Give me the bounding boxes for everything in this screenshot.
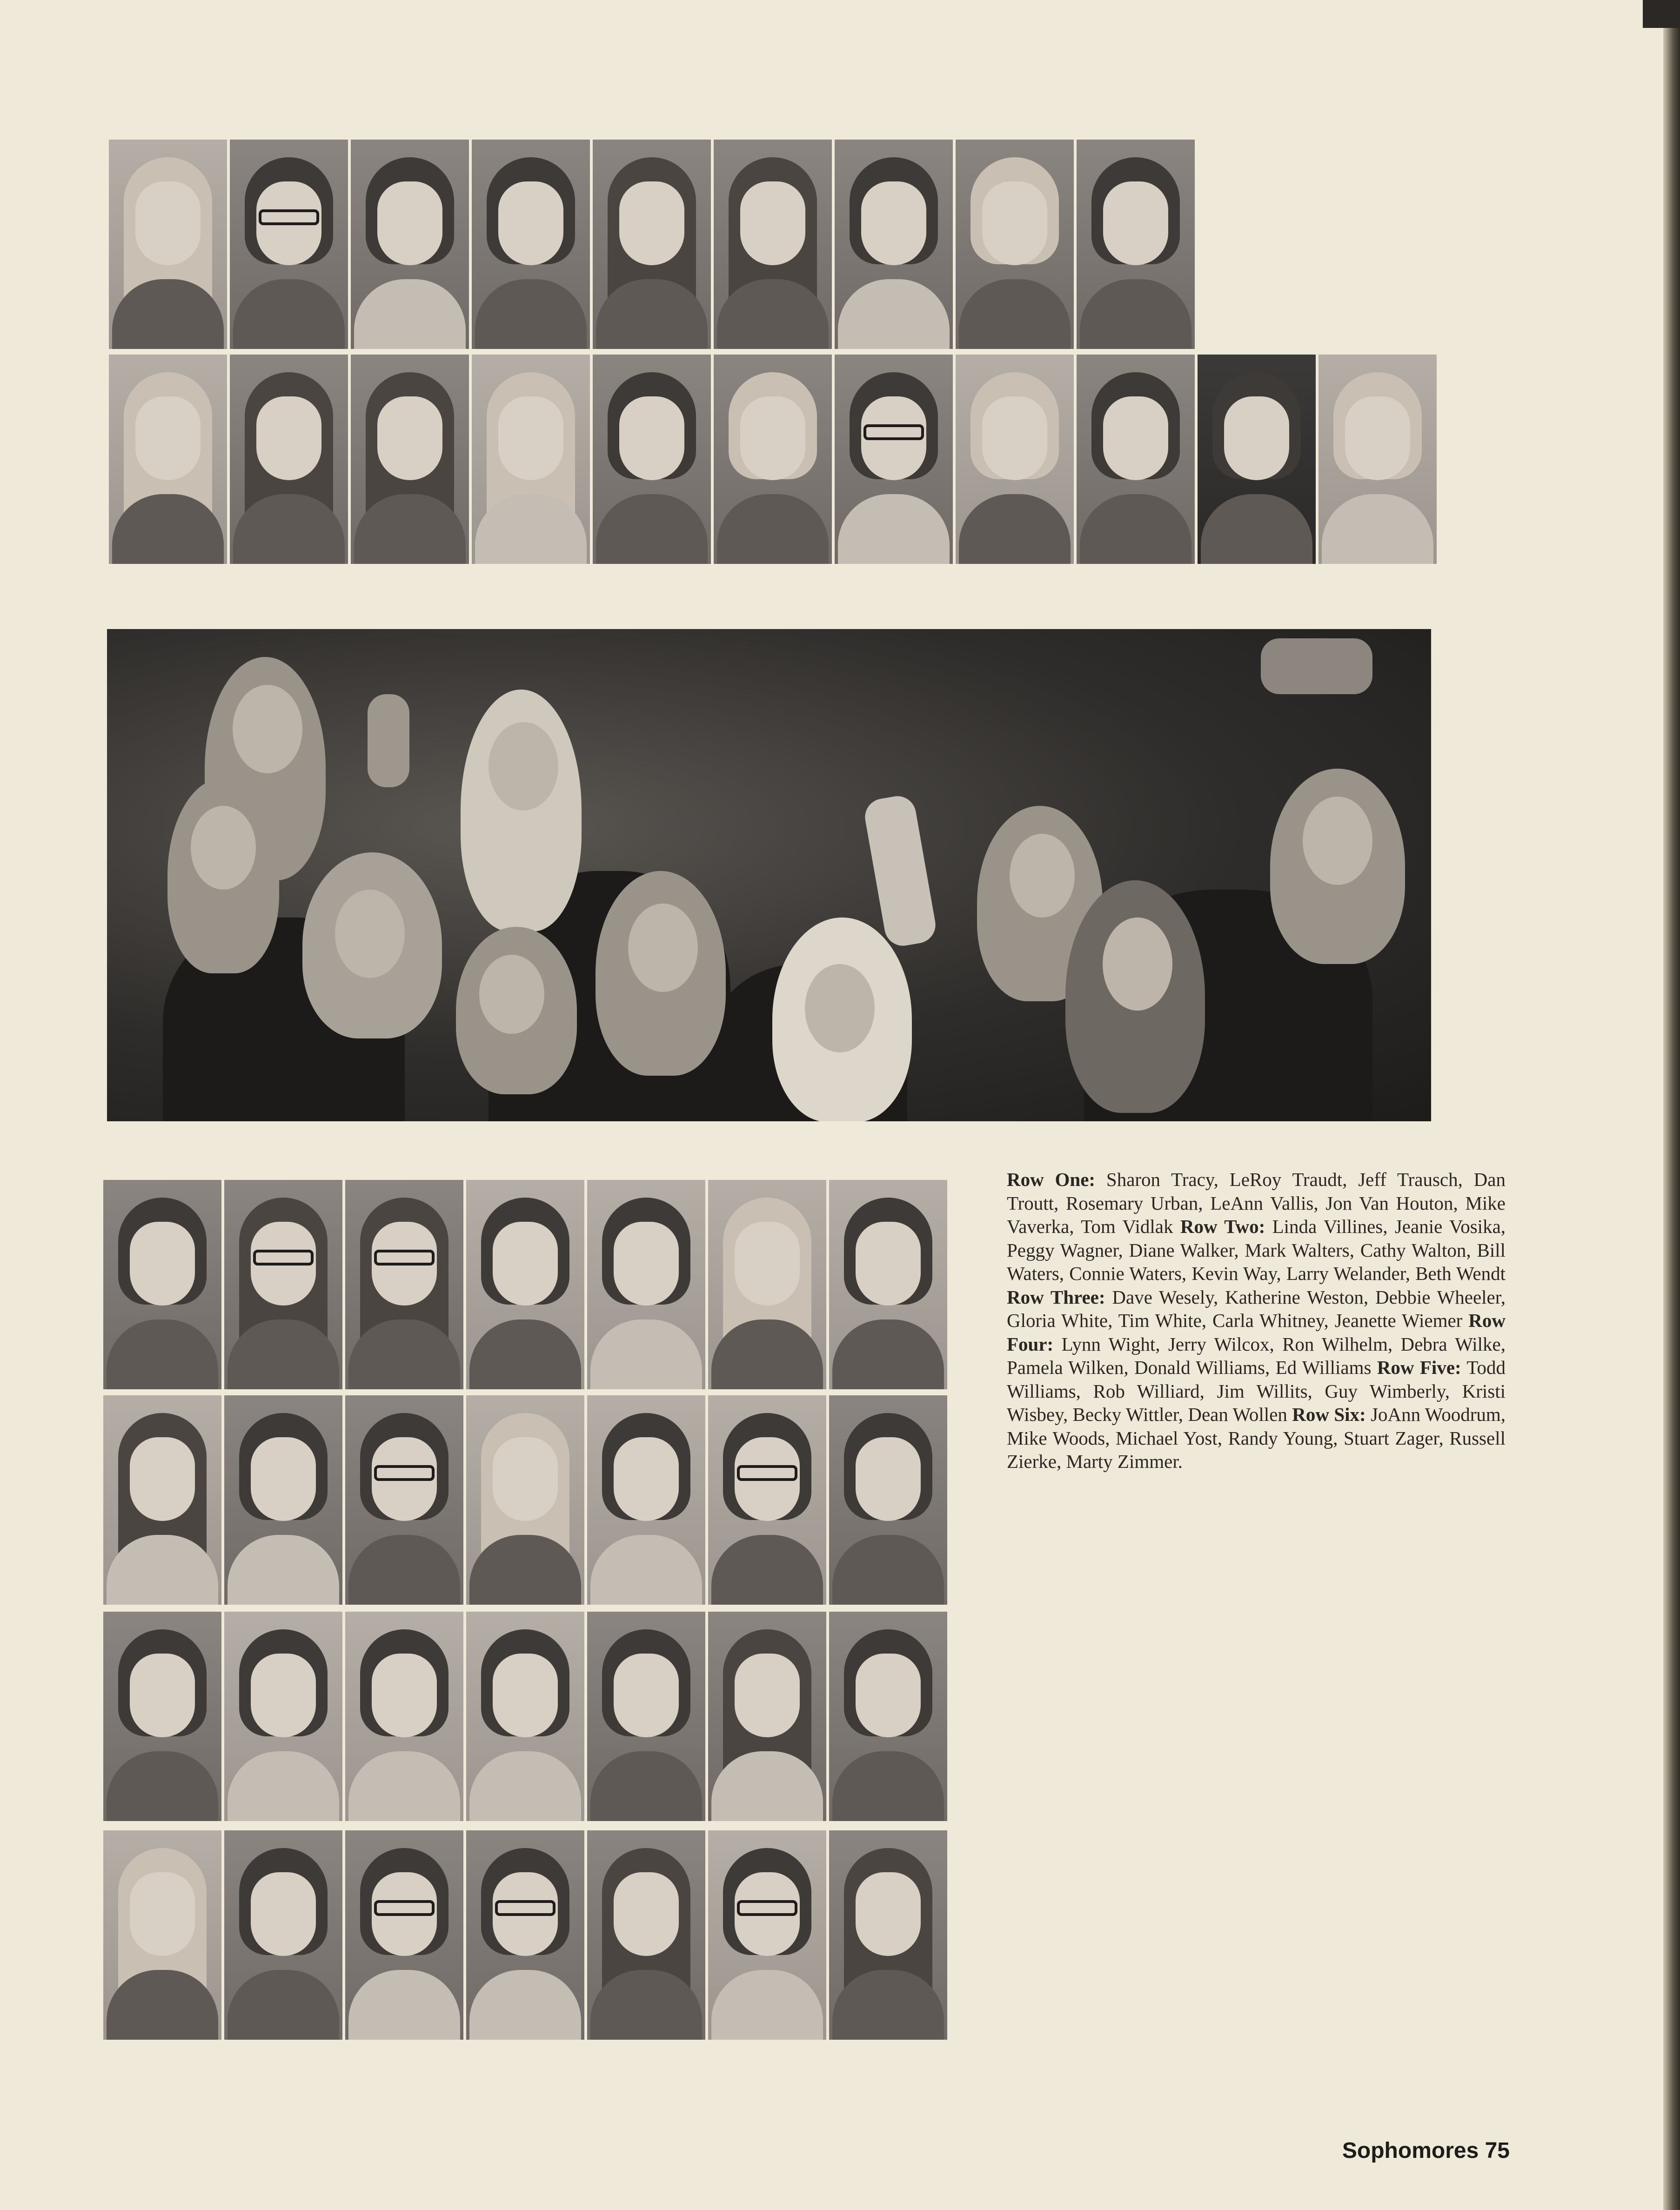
portrait-photo [345,1395,463,1605]
portrait-photo [230,140,348,349]
portrait-photo [472,140,590,349]
row-one-names: Sharon Tracy, LeRoy Traudt, Jeff Trausch, Dan Troutt, Rosemary Urban, LeAnn Vallis, Jon Van Houton, Mike Vaverka, Tom Vidlak [1007,1169,1506,1237]
portrait-photo [829,1395,947,1605]
portrait-photo [224,1395,342,1605]
portrait-photo [835,355,953,564]
portrait-photo [587,1612,705,1821]
portrait-photo [224,1612,342,1821]
portrait-photo [109,355,227,564]
portrait-photo [103,1180,221,1389]
portrait-photo [466,1830,584,2040]
portrait-photo [708,1830,826,2040]
row-six-names: JoAnn Woodrum, Mike Woods, Michael Yost, Randy Young, Stuart Zager, Russell Zierke, Marty Zimmer. [1007,1404,1506,1472]
row-two-names: Linda Villines, Jeanie Vosika, Peggy Wagner, Diane Walker, Mark Walters, Cathy Walton, Bill Waters, Connie Waters, Kevin Way, Larry Welander, Beth Wendt [1007,1216,1506,1284]
row-two-label: Row Two: [1180,1216,1265,1237]
portrait-row-four [103,1395,947,1605]
portrait-photo [829,1612,947,1821]
row-five-label: Row Five: [1377,1357,1461,1378]
portrait-photo [593,355,711,564]
page-corner-shadow [1643,0,1680,28]
portrait-row-three [103,1180,947,1389]
row-one-label: Row One: [1007,1169,1096,1190]
portrait-photo [708,1612,826,1821]
portrait-photo [351,355,469,564]
page-binding-edge [1663,0,1680,2210]
portrait-photo [1077,140,1195,349]
section-name: Sophomores [1342,2138,1479,2163]
portrait-photo [956,140,1074,349]
portrait-photo [1077,355,1195,564]
portrait-photo [1319,355,1437,564]
row-three-names: Dave Wesely, Katherine Weston, Debbie Wheeler, Gloria White, Tim White, Carla Whitney, Jeanette Wiemer [1007,1286,1506,1331]
name-caption [1007,1168,1506,1473]
portrait-photo [466,1612,584,1821]
portrait-photo [224,1180,342,1389]
portrait-photo [835,140,953,349]
portrait-photo [109,140,227,349]
crowd-candid-photo [107,629,1431,1121]
portrait-photo [345,1830,463,2040]
portrait-row-six [103,1830,947,2040]
portrait-photo [587,1180,705,1389]
portrait-photo [103,1612,221,1821]
portrait-row-one [109,140,1195,349]
row-six-label: Row Six: [1292,1404,1366,1425]
portrait-row-two [109,355,1437,564]
page-folio [1342,2138,1510,2163]
portrait-photo [1198,355,1316,564]
portrait-photo [708,1395,826,1605]
portrait-photo [103,1830,221,2040]
portrait-photo [593,140,711,349]
portrait-photo [103,1395,221,1605]
portrait-photo [829,1180,947,1389]
row-three-label: Row Three: [1007,1286,1105,1308]
portrait-photo [714,140,832,349]
portrait-photo [829,1830,947,2040]
portrait-photo [466,1395,584,1605]
portrait-photo [224,1830,342,2040]
portrait-row-five [103,1612,947,1821]
portrait-photo [230,355,348,564]
row-four-names: Lynn Wight, Jerry Wilcox, Ron Wilhelm, Debra Wilke, Pamela Wilken, Donald Williams, Ed Williams [1007,1333,1506,1378]
portrait-photo [587,1395,705,1605]
portrait-photo [714,355,832,564]
portrait-photo [351,140,469,349]
portrait-photo [466,1180,584,1389]
portrait-photo [956,355,1074,564]
portrait-photo [708,1180,826,1389]
portrait-photo [472,355,590,564]
portrait-photo [345,1180,463,1389]
row-five-names: Todd Williams, Rob Williard, Jim Willits, Guy Wimberly, Kristi Wisbey, Becky Wittler, Dean Wollen [1007,1357,1506,1425]
portrait-photo [345,1612,463,1821]
row-four-label: Row Four: [1007,1310,1506,1355]
page-number: 75 [1485,2138,1510,2163]
portrait-photo [587,1830,705,2040]
